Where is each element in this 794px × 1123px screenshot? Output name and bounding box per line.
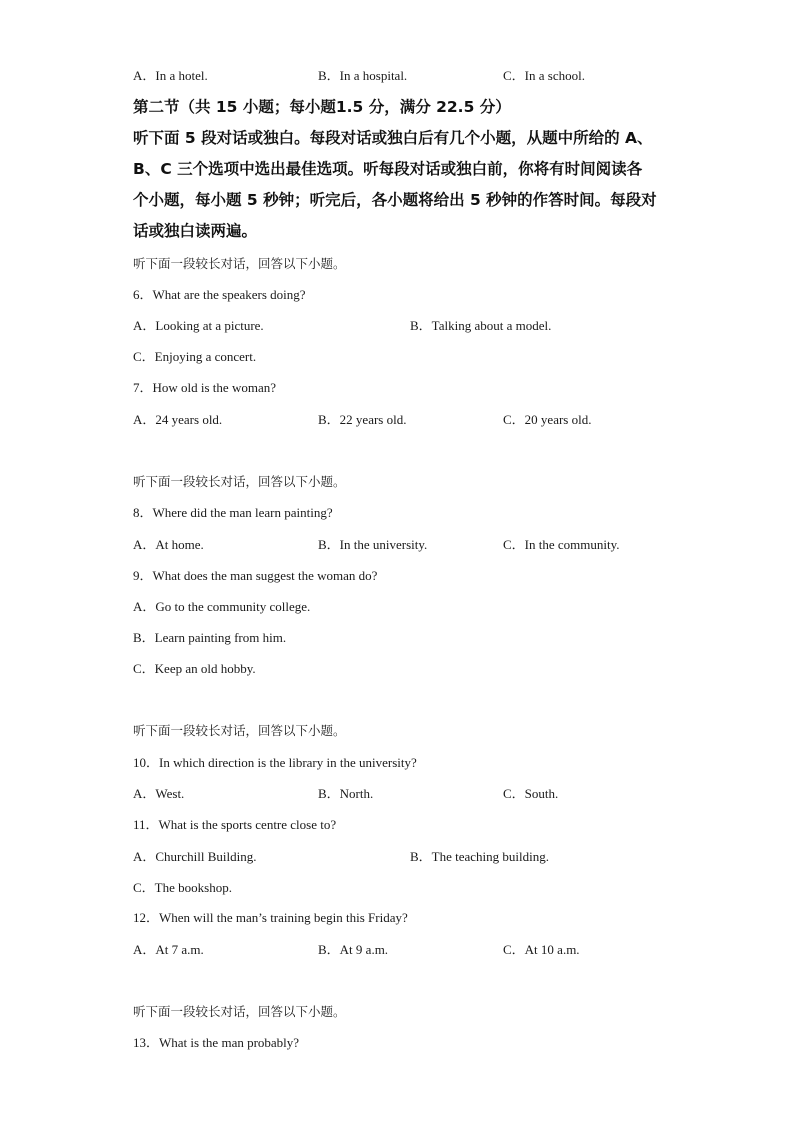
q5-option-a: A．In a hotel. <box>133 68 208 83</box>
q11-option-b: B．The teaching building. <box>410 849 550 864</box>
q8-option-b: B．In the university. <box>318 537 428 552</box>
dialogue1-intro: 听下面一段较长对话，回答以下小题。 <box>133 256 346 271</box>
section2-instruction-line: 话或独白读两遍。 <box>133 222 258 240</box>
q6-option-a: A．Looking at a picture. <box>133 318 264 333</box>
section2-heading: 第二节（共 15 小题；每小题1.5 分，满分 22.5 分） <box>133 98 511 116</box>
q10-stem: 10．In which direction is the library in the university? <box>133 755 417 770</box>
q7-stem: 7．How old is the woman? <box>133 380 276 395</box>
q6-option-b: B．Talking about a model. <box>410 318 552 333</box>
dialogue3-intro: 听下面一段较长对话，回答以下小题。 <box>133 723 346 738</box>
q10-option-a: A．West. <box>133 786 185 801</box>
q10-option-b: B．North. <box>318 786 374 801</box>
dialogue2-intro: 听下面一段较长对话，回答以下小题。 <box>133 474 346 489</box>
q9-option-c: C．Keep an old hobby. <box>133 661 256 676</box>
q9-option-a: A．Go to the community college. <box>133 599 311 614</box>
dialogue4-intro: 听下面一段较长对话，回答以下小题。 <box>133 1004 346 1019</box>
q12-option-c: C．At 10 a.m. <box>503 942 580 957</box>
q6-stem: 6．What are the speakers doing? <box>133 287 306 302</box>
q13-stem: 13．What is the man probably? <box>133 1035 300 1050</box>
q7-option-c: C．20 years old. <box>503 412 592 427</box>
q9-stem: 9．What does the man suggest the woman do? <box>133 568 378 583</box>
q8-stem: 8．Where did the man learn painting? <box>133 505 333 520</box>
q9-option-b: B．Learn painting from him. <box>133 630 287 645</box>
q7-option-b: B．22 years old. <box>318 412 407 427</box>
section2-instruction-line: 个小题，每小题 5 秒钟；听完后，各小题将给出 5 秒钟的作答时间。每段对 <box>133 191 657 209</box>
q11-option-a: A．Churchill Building. <box>133 849 257 864</box>
q5-option-c: C．In a school. <box>503 68 585 83</box>
q5-option-b: B．In a hospital. <box>318 68 408 83</box>
q12-option-b: B．At 9 a.m. <box>318 942 389 957</box>
section2-instruction-line: 听下面 5 段对话或独白。每段对话或独白后有几个小题，从题中所给的 A、 <box>133 129 653 147</box>
section2-instruction-line: B、C 三个选项中选出最佳选项。听每段对话或独白前，你将有时间阅读各 <box>133 160 643 178</box>
q12-option-a: A．At 7 a.m. <box>133 942 204 957</box>
q8-option-a: A．At home. <box>133 537 204 552</box>
q6-option-c: C．Enjoying a concert. <box>133 349 257 364</box>
q10-option-c: C．South. <box>503 786 559 801</box>
q12-stem: 12．When will the man’s training begin this Friday? <box>133 910 408 925</box>
q11-stem: 11．What is the sports centre close to? <box>133 817 337 832</box>
q8-option-c: C．In the community. <box>503 537 620 552</box>
q7-option-a: A．24 years old. <box>133 412 223 427</box>
q11-option-c: C．The bookshop. <box>133 880 232 895</box>
